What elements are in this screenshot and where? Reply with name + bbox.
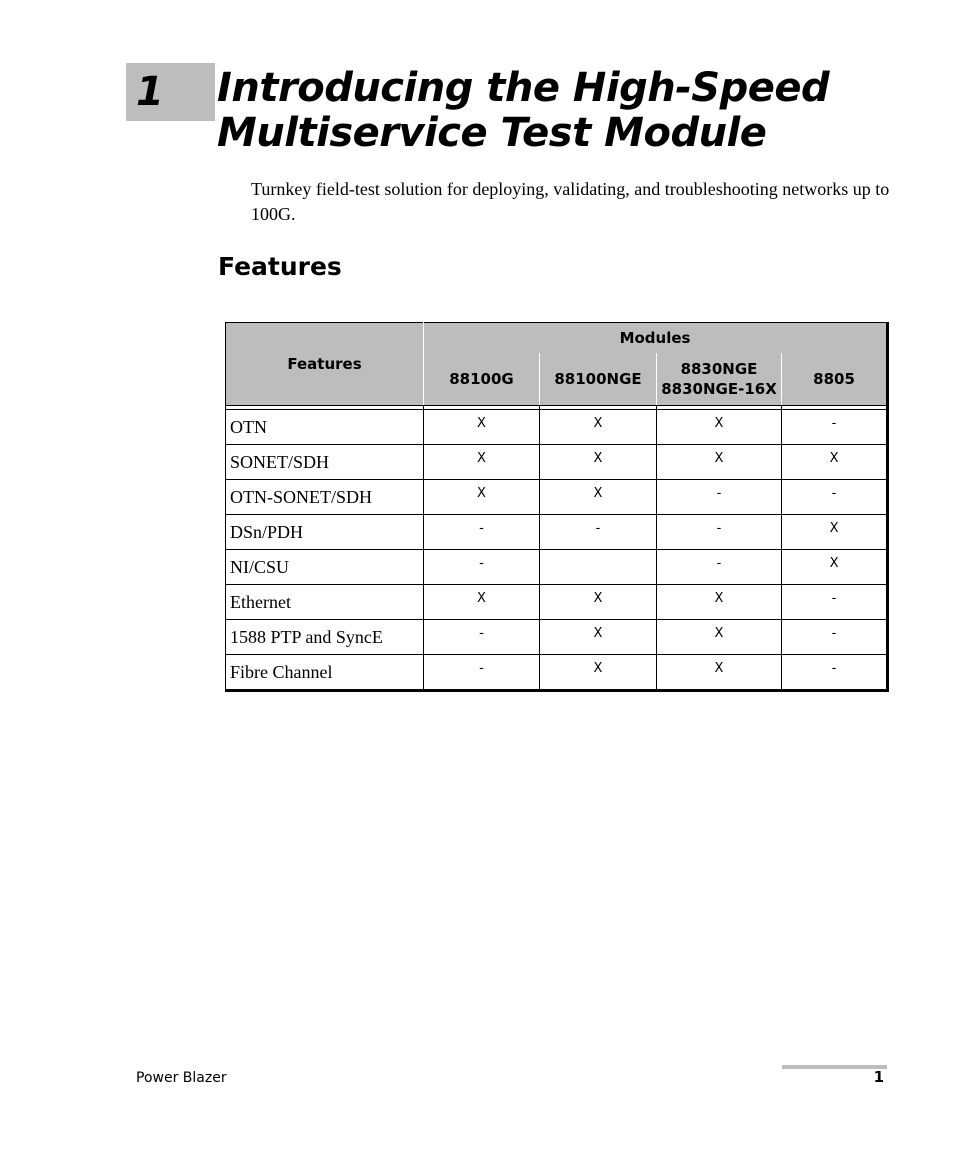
feature-name-cell: OTN [226, 410, 424, 445]
footer-product-name: Power Blazer [136, 1070, 227, 1086]
table-row [226, 585, 888, 620]
support-cell: - [782, 480, 888, 515]
feature-name-cell: OTN-SONET/SDH [226, 480, 424, 515]
module-header-88100g: 88100G [424, 353, 540, 405]
support-cell: X [424, 585, 540, 620]
support-cell: - [657, 480, 782, 515]
support-cell: X [782, 550, 888, 585]
support-cell: X [657, 655, 782, 691]
support-cell: X [540, 445, 657, 480]
support-cell: - [657, 550, 782, 585]
table-row [226, 515, 888, 550]
chapter-number: 1 [136, 69, 164, 115]
table-row [226, 655, 888, 691]
feature-name-cell: Ethernet [226, 585, 424, 620]
chapter-title [217, 66, 917, 156]
module-header-8830nge [657, 353, 782, 405]
feature-name-cell: Fibre Channel [226, 655, 424, 691]
support-cell: X [657, 620, 782, 655]
modules-column-header: Modules [424, 323, 888, 354]
module-header-88100nge: 88100NGE [540, 353, 657, 405]
table-row [226, 445, 888, 480]
module-header-8805: 8805 [782, 353, 888, 405]
feature-name-cell: SONET/SDH [226, 445, 424, 480]
feature-name-cell: 1588 PTP and SyncE [226, 620, 424, 655]
footer-page-number: 1 [873, 1068, 884, 1086]
chapter-title-line-1: Introducing the High-Speed [217, 65, 830, 111]
support-cell: X [424, 445, 540, 480]
feature-name-cell: NI/CSU [226, 550, 424, 585]
support-cell: - [782, 585, 888, 620]
support-cell: X [424, 480, 540, 515]
table-row [226, 410, 888, 445]
support-cell: - [782, 410, 888, 445]
support-cell: X [657, 410, 782, 445]
table-row [226, 480, 888, 515]
support-cell: - [424, 515, 540, 550]
support-cell: - [657, 515, 782, 550]
module-header-8830nge-line-1: 8830NGE [680, 360, 758, 379]
support-cell: X [657, 585, 782, 620]
support-cell: - [424, 620, 540, 655]
features-table [225, 322, 889, 692]
section-heading-features: Features [218, 252, 342, 281]
table-row [226, 550, 888, 585]
support-cell: X [540, 620, 657, 655]
support-cell: X [657, 445, 782, 480]
feature-name-cell: DSn/PDH [226, 515, 424, 550]
chapter-title-line-2: Multiservice Test Module [217, 110, 767, 156]
support-cell: X [540, 410, 657, 445]
support-cell: X [540, 655, 657, 691]
intro-paragraph: Turnkey field-test solution for deploying, validating, and troubleshooting networks up to 100G. [251, 179, 890, 224]
module-header-8830nge-line-2: 8830NGE-16X [661, 380, 777, 399]
support-cell: X [424, 410, 540, 445]
support-cell: - [540, 515, 657, 550]
support-cell: X [782, 515, 888, 550]
support-cell: - [782, 655, 888, 691]
table-row [226, 620, 888, 655]
support-cell: - [424, 655, 540, 691]
support-cell: X [782, 445, 888, 480]
support-cell: X [540, 480, 657, 515]
support-cell: - [424, 550, 540, 585]
support-cell: - [782, 620, 888, 655]
support-cell [540, 550, 657, 585]
support-cell: X [540, 585, 657, 620]
features-column-header: Features [226, 323, 424, 406]
